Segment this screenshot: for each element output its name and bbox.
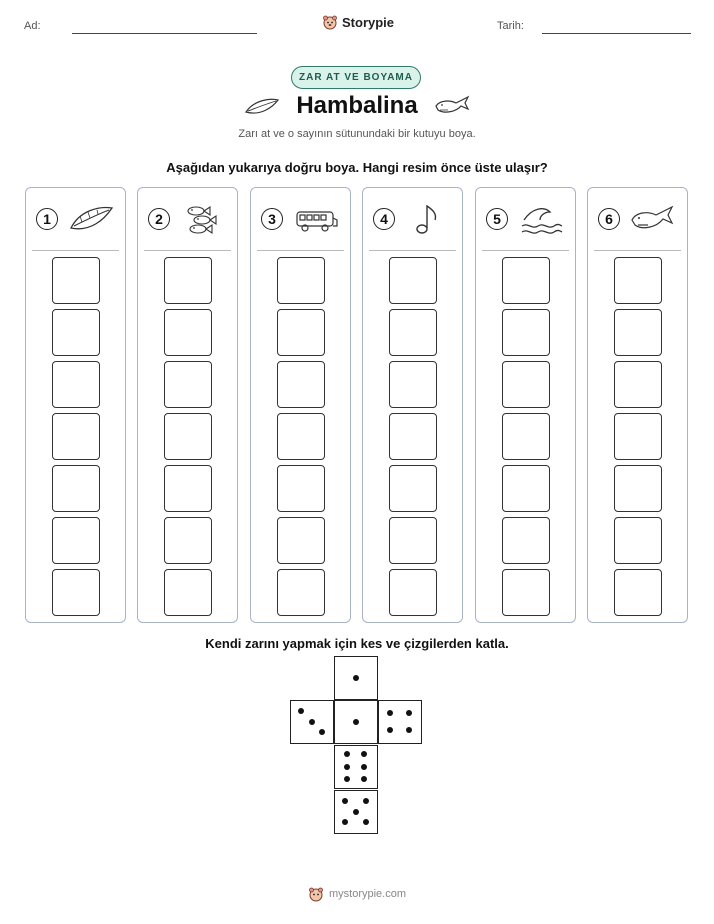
color-box[interactable] (164, 413, 212, 460)
color-box[interactable] (164, 309, 212, 356)
column-header (26, 202, 125, 238)
column-divider (369, 250, 456, 251)
wave-icon (518, 202, 564, 236)
color-box[interactable] (389, 413, 437, 460)
whale-icon (630, 202, 676, 236)
die-pip (406, 727, 412, 733)
die-pip (361, 764, 367, 770)
column-header (138, 202, 237, 238)
die-pip (387, 727, 393, 733)
bear-icon (322, 14, 338, 30)
music-note-icon (405, 202, 451, 236)
color-box[interactable] (52, 413, 100, 460)
page-title: Hambalina (296, 92, 418, 119)
column-header (588, 202, 687, 238)
cut-instruction: Kendi zarını yapmak için kes ve çizgilerden katla. (205, 636, 509, 651)
die-pip (298, 708, 304, 714)
footer-url: mystorypie.com (328, 888, 407, 900)
color-box[interactable] (389, 465, 437, 512)
column-divider (32, 250, 119, 251)
die-pip (353, 675, 359, 681)
color-box[interactable] (389, 517, 437, 564)
die-pip (344, 776, 350, 782)
die-pip (344, 751, 350, 757)
die-pip (342, 798, 348, 804)
color-box[interactable] (277, 413, 325, 460)
dice-column-6 (587, 187, 688, 623)
die-pip (387, 710, 393, 716)
die-pip (319, 729, 325, 735)
column-divider (144, 250, 231, 251)
die-face (334, 656, 378, 700)
activity-badge: ZAR AT VE BOYAMA (291, 66, 421, 89)
die-face (334, 745, 378, 789)
instruction: Aşağıdan yukarıya doğru boya. Hangi resim önce üste ulaşır? (166, 160, 548, 175)
die-face (334, 700, 378, 744)
die-pip (361, 776, 367, 782)
die-pip (344, 764, 350, 770)
footer (0, 886, 714, 902)
name-line[interactable] (72, 33, 257, 34)
date-label: Tarih: (497, 20, 524, 32)
color-box[interactable] (277, 465, 325, 512)
bear-icon (308, 886, 324, 902)
color-box[interactable] (502, 465, 550, 512)
dice-column-1 (25, 187, 126, 623)
column-number: 2 (148, 208, 170, 230)
color-box[interactable] (502, 569, 550, 616)
color-box[interactable] (614, 257, 662, 304)
dice-column-5 (475, 187, 576, 623)
color-box[interactable] (614, 361, 662, 408)
column-divider (594, 250, 681, 251)
column-header (476, 202, 575, 238)
color-box[interactable] (52, 517, 100, 564)
whale-icon (434, 94, 470, 118)
die-pip (363, 798, 369, 804)
color-box[interactable] (164, 517, 212, 564)
brand-logo (322, 14, 394, 30)
column-header (251, 202, 350, 238)
die-pip (406, 710, 412, 716)
color-box[interactable] (52, 361, 100, 408)
color-box[interactable] (277, 569, 325, 616)
color-box[interactable] (164, 569, 212, 616)
color-box[interactable] (52, 569, 100, 616)
column-number: 1 (36, 208, 58, 230)
color-box[interactable] (164, 465, 212, 512)
color-box[interactable] (614, 569, 662, 616)
color-box[interactable] (502, 361, 550, 408)
die-pip (342, 819, 348, 825)
column-header (363, 202, 462, 238)
fish-icon (180, 202, 226, 236)
color-box[interactable] (614, 517, 662, 564)
leaf-icon (68, 202, 114, 236)
column-divider (482, 250, 569, 251)
column-divider (257, 250, 344, 251)
brand-name: Storypie (342, 14, 395, 30)
name-label: Ad: (24, 20, 41, 32)
color-box[interactable] (164, 257, 212, 304)
die-face (290, 700, 334, 744)
color-box[interactable] (277, 309, 325, 356)
color-box[interactable] (164, 361, 212, 408)
color-box[interactable] (502, 309, 550, 356)
color-box[interactable] (502, 257, 550, 304)
color-box[interactable] (277, 517, 325, 564)
column-number: 3 (261, 208, 283, 230)
color-box[interactable] (502, 517, 550, 564)
color-box[interactable] (389, 569, 437, 616)
column-number: 5 (486, 208, 508, 230)
color-box[interactable] (52, 257, 100, 304)
die-pip (363, 819, 369, 825)
color-box[interactable] (52, 465, 100, 512)
die-pip (353, 809, 359, 815)
color-box[interactable] (614, 413, 662, 460)
die-pip (361, 751, 367, 757)
color-box[interactable] (614, 465, 662, 512)
die-face (378, 700, 422, 744)
dice-column-3 (250, 187, 351, 623)
bus-icon (293, 202, 339, 236)
dice-column-4 (362, 187, 463, 623)
color-box[interactable] (614, 309, 662, 356)
color-box[interactable] (502, 413, 550, 460)
die-pip (353, 719, 359, 725)
column-number: 4 (373, 208, 395, 230)
color-box[interactable] (277, 361, 325, 408)
date-line[interactable] (542, 33, 691, 34)
dice-column-2 (137, 187, 238, 623)
color-box[interactable] (389, 309, 437, 356)
die-pip (309, 719, 315, 725)
subtitle: Zarı at ve o sayının sütunundaki bir kutuyu boya. (238, 128, 476, 140)
color-box[interactable] (277, 257, 325, 304)
die-face (334, 790, 378, 834)
color-box[interactable] (52, 309, 100, 356)
color-box[interactable] (389, 257, 437, 304)
column-number: 6 (598, 208, 620, 230)
color-box[interactable] (389, 361, 437, 408)
